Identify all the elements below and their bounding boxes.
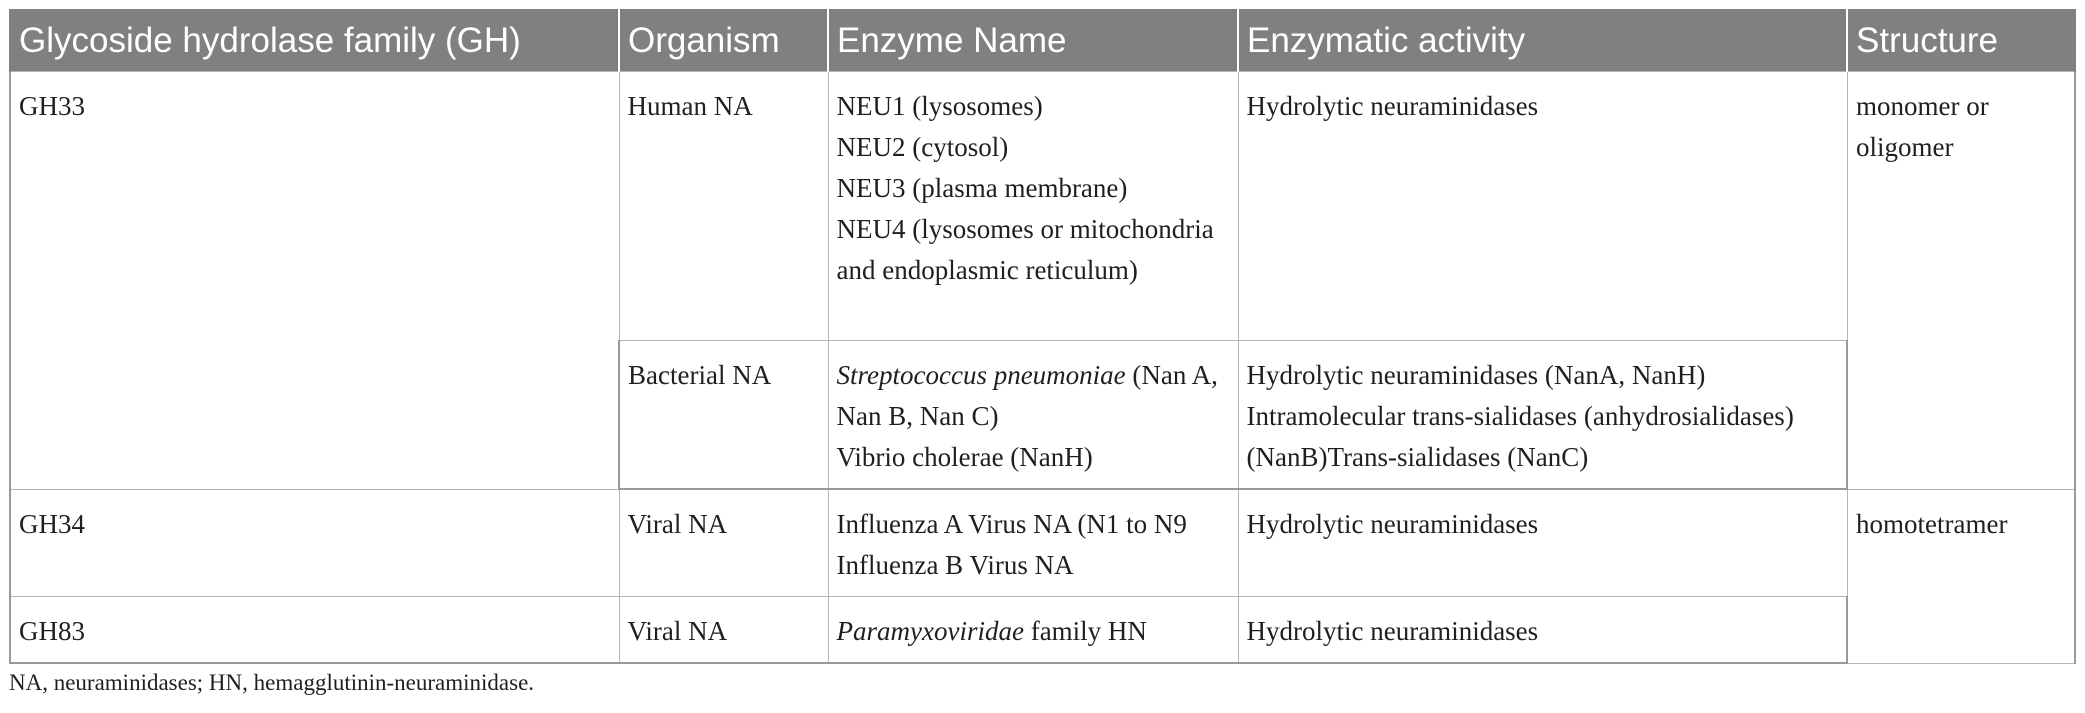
cell-enzyme-name: Paramyxoviridae family HN: [828, 597, 1238, 664]
cell-activity: [1238, 489, 1847, 597]
enzyme-line: NEU2 (cytosol): [836, 132, 1009, 162]
cell-enzyme-name: Streptococcus pneumoniae (Nan A, Nan B, Nan C) Vibrio cholerae (NanH): [828, 341, 1238, 490]
activity-line: Hydrolytic neuraminidases (NanA, NanH): [1246, 360, 1706, 390]
table-footnote: NA, neuraminidases; HN, hemagglutinin-neuraminidase.: [9, 670, 535, 695]
header-row: [10, 9, 2075, 72]
enzyme-line: Vibrio cholerae (NanH): [836, 442, 1093, 472]
header-enzyme-name: Enzyme Name: [828, 9, 1238, 72]
enzyme-line: NEU3 (plasma membrane): [836, 173, 1128, 203]
cell-enzyme-name: [828, 489, 1238, 597]
activity-line: Intramolecular trans-sialidases (anhydrosialidases): [1246, 401, 1794, 431]
header-structure: Structure: [1847, 9, 2075, 72]
cell-organism: Bacterial NA: [619, 341, 828, 490]
cell-structure: homotetramer: [1847, 489, 2075, 663]
enzyme-line: NEU1 (lysosomes): [836, 91, 1043, 121]
enzyme-line: NEU4 (lysosomes or mitochondria and endoplasmic reticulum): [836, 214, 1214, 285]
cell-family: GH83: [10, 597, 619, 664]
activity-line: (NanB)Trans-sialidases (NanC): [1246, 442, 1589, 472]
cell-enzyme-name: [828, 72, 1238, 341]
activity-line: Hydrolytic neuraminidases: [1246, 616, 1539, 646]
cell-structure: monomer or oligomer: [1847, 72, 2075, 490]
cell-family: GH34: [10, 489, 619, 597]
enzyme-line: Influenza A Virus NA (N1 to N9: [836, 509, 1187, 539]
activity-line: Hydrolytic neuraminidases: [1246, 91, 1539, 121]
cell-family: GH33: [10, 72, 619, 490]
table-container: [9, 9, 2074, 664]
header-enzymatic-activity: Enzymatic activity: [1238, 9, 1847, 72]
cell-organism: Viral NA: [619, 489, 828, 597]
glycoside-hydrolase-table: [9, 9, 2076, 664]
table-row: [10, 72, 2075, 341]
cell-activity: [1238, 341, 1847, 490]
species-name: Streptococcus pneumoniae: [836, 360, 1126, 390]
cell-organism: Viral NA: [619, 597, 828, 664]
enzyme-line: Influenza B Virus NA: [836, 550, 1074, 580]
cell-activity: [1238, 72, 1847, 341]
cell-organism: Human NA: [619, 72, 828, 341]
cell-activity: [1238, 597, 1847, 664]
activity-line: Hydrolytic neuraminidases: [1246, 509, 1539, 539]
header-gh-family: Glycoside hydrolase family (GH): [10, 9, 619, 72]
table-row: [10, 489, 2075, 597]
header-organism: Organism: [619, 9, 828, 72]
table-row: [10, 597, 2075, 664]
family-name: Paramyxoviridae: [836, 616, 1024, 646]
